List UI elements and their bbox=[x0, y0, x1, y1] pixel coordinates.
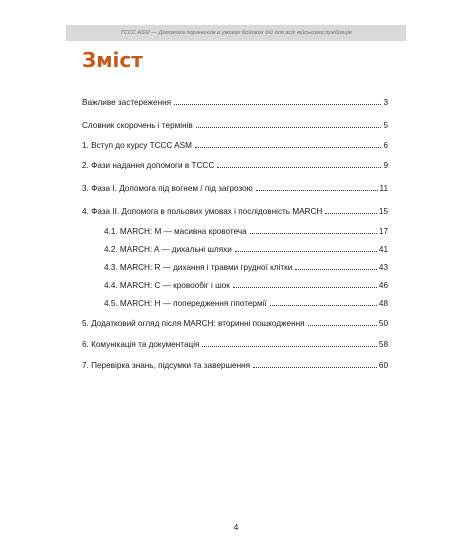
toc-entry-page: 58 bbox=[378, 340, 388, 349]
toc-entry-label: 4.2. MARCH: A — дихальні шляхи bbox=[104, 245, 232, 254]
toc-leader-dots bbox=[195, 147, 382, 148]
toc-entry-label: 7. Перевірка знань, підсумки та завершення bbox=[82, 361, 251, 370]
toc-entry-label: 4.3. MARCH: R — дихання і травми грудної клітки bbox=[104, 263, 293, 272]
toc-title: Зміст bbox=[82, 48, 143, 72]
toc-leader-dots bbox=[174, 104, 381, 105]
running-header-text: TCCC ASM — Допомога пораненим в умовах бойових дій для всіх військовослужбовців bbox=[120, 30, 352, 36]
toc-entry-section-7[interactable] bbox=[82, 358, 388, 371]
toc-leader-dots bbox=[250, 233, 377, 234]
toc-entry-section-4-4[interactable] bbox=[104, 278, 388, 291]
toc-leader-dots bbox=[235, 251, 377, 252]
toc-entry-page: 48 bbox=[378, 299, 388, 308]
toc-entry-label: 4.5. MARCH: H — попередження гіпотермії bbox=[104, 299, 267, 308]
toc-entry-page: 6 bbox=[383, 141, 388, 150]
toc-entry-page: 3 bbox=[383, 98, 388, 107]
page-number: 4 bbox=[233, 522, 239, 532]
toc-entry-section-4-1[interactable] bbox=[104, 224, 388, 237]
toc-leader-dots bbox=[295, 269, 377, 270]
toc-entry-label: 3. Фаза I. Допомога під вогнем / під загрозою bbox=[82, 184, 253, 193]
toc-leader-dots bbox=[308, 325, 377, 326]
toc-entry-label: 4.1. MARCH: M — масивна кровотеча bbox=[104, 227, 247, 236]
toc-entry-page: 60 bbox=[378, 361, 388, 370]
toc-entry-section-4-5[interactable] bbox=[104, 296, 388, 309]
toc-entry-section-4-3[interactable] bbox=[104, 260, 388, 273]
toc-entry-disclaimer[interactable] bbox=[82, 95, 388, 108]
toc-leader-dots bbox=[253, 367, 377, 368]
toc-entry-page: 41 bbox=[378, 245, 388, 254]
toc-entry-section-4[interactable] bbox=[82, 204, 388, 217]
toc-entry-label: 2. Фази надання допомоги в TCCC bbox=[82, 161, 215, 170]
toc-leader-dots bbox=[217, 167, 381, 168]
toc-leader-dots bbox=[196, 127, 382, 128]
toc-entry-label: Важливе застереження bbox=[82, 98, 172, 107]
toc-entry-section-3[interactable] bbox=[82, 181, 388, 194]
toc-list bbox=[82, 0, 388, 554]
toc-entry-glossary[interactable] bbox=[82, 118, 388, 131]
toc-entry-section-6[interactable] bbox=[82, 337, 388, 350]
toc-leader-dots bbox=[325, 213, 377, 214]
toc-entry-label: 6. Комунікація та документація bbox=[82, 340, 200, 349]
toc-entry-page: 46 bbox=[378, 281, 388, 290]
toc-leader-dots bbox=[202, 346, 376, 347]
toc-entry-page: 43 bbox=[378, 263, 388, 272]
toc-entry-label: 5. Додатковий огляд після MARCH: вторинні пошкодження bbox=[82, 319, 305, 328]
toc-entry-section-4-2[interactable] bbox=[104, 242, 388, 255]
toc-entry-page: 17 bbox=[378, 227, 388, 236]
toc-entry-page: 15 bbox=[378, 207, 388, 216]
toc-entry-label: 4.4. MARCH: C — кровообіг і шок bbox=[104, 281, 230, 290]
toc-leader-dots bbox=[256, 190, 378, 191]
toc-entry-page: 11 bbox=[379, 184, 388, 193]
toc-entry-section-1[interactable] bbox=[82, 138, 388, 151]
toc-leader-dots bbox=[270, 305, 377, 306]
toc-entry-page: 9 bbox=[383, 161, 388, 170]
toc-entry-section-5[interactable] bbox=[82, 316, 388, 329]
toc-entry-page: 5 bbox=[383, 121, 388, 130]
toc-entry-page: 50 bbox=[378, 319, 388, 328]
toc-entry-label: Словник скорочень і термінів bbox=[82, 121, 193, 130]
toc-entry-label: 1. Вступ до курсу TCCC ASM bbox=[82, 141, 192, 150]
toc-entry-label: 4. Фаза II. Допомога в польових умовах і послідовність MARCH bbox=[82, 207, 323, 216]
toc-entry-section-2[interactable] bbox=[82, 158, 388, 171]
toc-leader-dots bbox=[233, 287, 377, 288]
